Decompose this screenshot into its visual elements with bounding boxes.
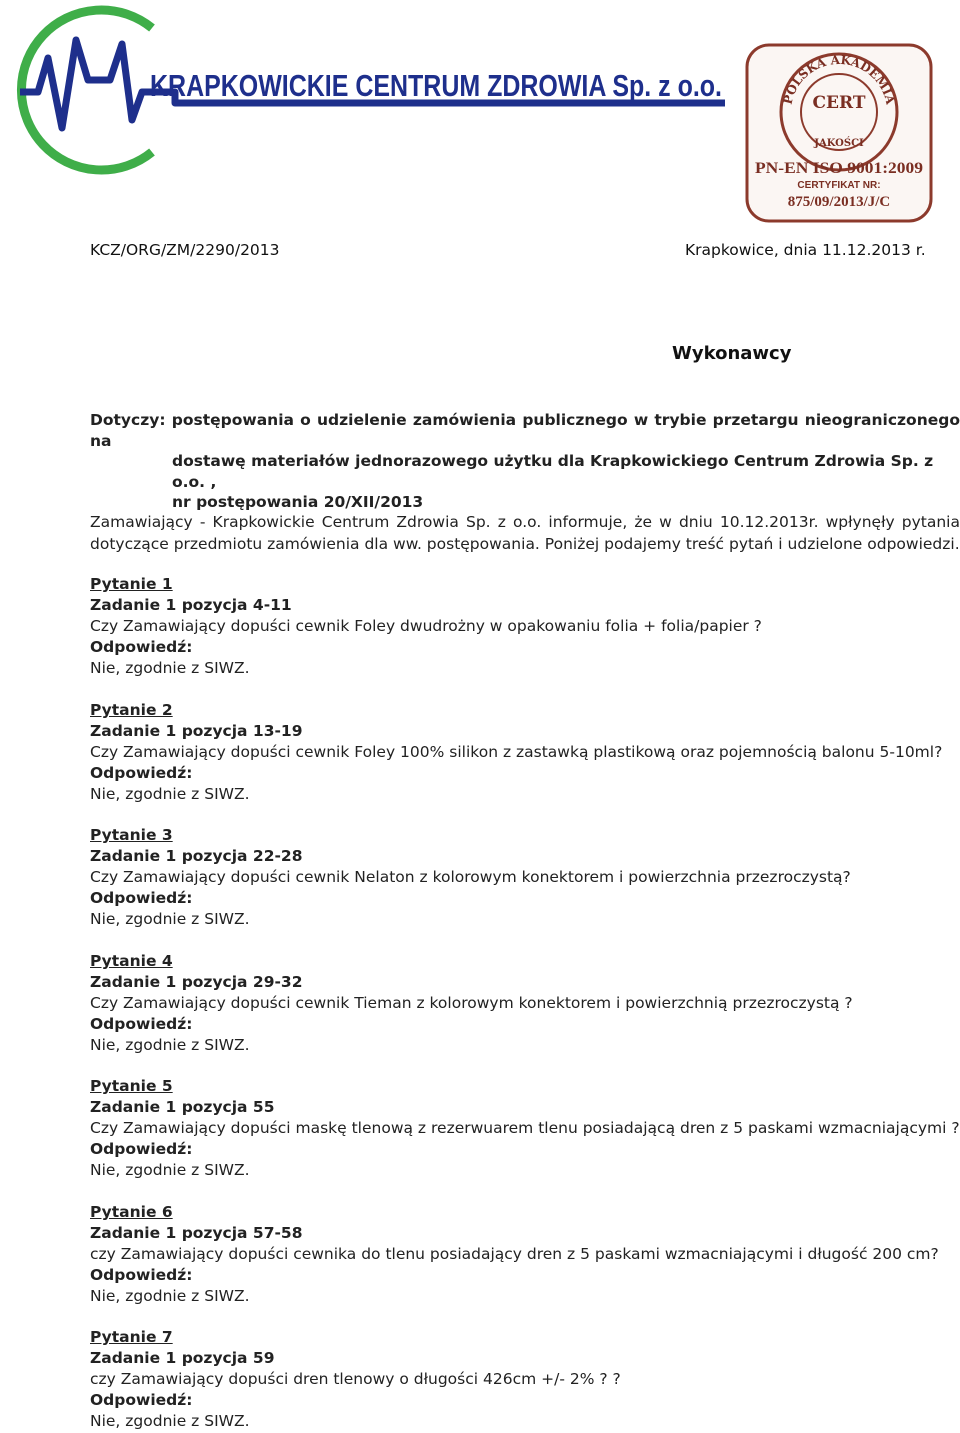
question-block <box>90 951 950 1056</box>
answer-label: Odpowiedź: <box>90 638 193 656</box>
subject-line-3: nr postępowania 20/XII/2013 <box>172 493 424 511</box>
question-task: Zadanie 1 pozycja 22-28 <box>90 847 303 865</box>
cert-sub: JAKOŚCI <box>814 138 864 149</box>
cert-arc-text: POLSKA AKADEMIA <box>780 52 898 106</box>
intro-paragraph: Zamawiający - Krapkowickie Centrum Zdrowia Sp. z o.o. informuje, że w dniu 10.12.2013r. wpłynęły pytania dotyczące przedmiotu zamówienia dla ww. postępowania. Poniżej podajemy treść pytań i udzielone odpowiedzi. <box>90 513 960 553</box>
subject-line-2: dostawę materiałów jednorazowego użytku dla Krapkowickiego Centrum Zdrowia Sp. z o.o. , <box>172 452 934 491</box>
iso-certificate-badge <box>744 42 934 224</box>
question-task: Zadanie 1 pozycja 59 <box>90 1349 275 1367</box>
question-text: Czy Zamawiający dopuści cewnik Tieman z kolorowym konektorem i powierzchnią przezroczystą ? <box>90 994 853 1012</box>
question-task: Zadanie 1 pozycja 4-11 <box>90 596 292 614</box>
question-block <box>90 700 950 805</box>
recipient-heading: Wykonawcy <box>672 343 792 364</box>
question-task: Zadanie 1 pozycja 29-32 <box>90 973 303 991</box>
answer-label: Odpowiedź: <box>90 764 193 782</box>
answer-text: Nie, zgodnie z SIWZ. <box>90 659 250 677</box>
question-text: Czy Zamawiający dopuści cewnik Nelaton z kolorowym konektorem i powierzchnia przezroczystą? <box>90 868 851 886</box>
question-title: Pytanie 1 <box>90 575 173 593</box>
question-block <box>90 1327 950 1432</box>
question-task: Zadanie 1 pozycja 55 <box>90 1098 275 1116</box>
cert-title: CERT <box>812 93 866 113</box>
subject-label: Dotyczy: <box>90 411 166 429</box>
subject-block <box>90 410 960 513</box>
company-name: KRAPKOWICKIE CENTRUM ZDROWIA Sp. z o.o. <box>150 68 722 103</box>
question-title: Pytanie 7 <box>90 1328 173 1346</box>
answer-text: Nie, zgodnie z SIWZ. <box>90 1161 250 1179</box>
company-logo <box>0 0 740 180</box>
question-title: Pytanie 3 <box>90 826 173 844</box>
question-title: Pytanie 6 <box>90 1203 173 1221</box>
question-task: Zadanie 1 pozycja 13-19 <box>90 722 303 740</box>
answer-text: Nie, zgodnie z SIWZ. <box>90 1036 250 1054</box>
question-title: Pytanie 5 <box>90 1077 173 1095</box>
question-title: Pytanie 2 <box>90 701 173 719</box>
question-block <box>90 1202 950 1307</box>
question-task: Zadanie 1 pozycja 57-58 <box>90 1224 303 1242</box>
answer-text: Nie, zgodnie z SIWZ. <box>90 910 250 928</box>
answer-text: Nie, zgodnie z SIWZ. <box>90 1287 250 1305</box>
answer-text: Nie, zgodnie z SIWZ. <box>90 785 250 803</box>
question-block <box>90 825 950 930</box>
subject-line-1: postępowania o udzielenie zamówienia publicznego w trybie przetargu nieograniczonego na <box>90 411 960 450</box>
answer-label: Odpowiedź: <box>90 889 193 907</box>
cert-label: CERTYFIKAT NR: <box>797 180 881 191</box>
answer-label: Odpowiedź: <box>90 1140 193 1158</box>
question-block <box>90 1076 960 1181</box>
question-text: Czy Zamawiający dopuści maskę tlenową z rezerwuarem tlenu posiadającą dren z 5 paskami wzmacniającymi ? <box>90 1119 960 1137</box>
question-text: Czy Zamawiający dopuści cewnik Foley dwudrożny w opakowaniu folia + folia/papier ? <box>90 617 762 635</box>
question-text: czy Zamawiający dopuści dren tlenowy o długości 426cm +/- 2% ? ? <box>90 1370 621 1388</box>
cert-standard: PN-EN ISO 9001:2009 <box>755 160 923 177</box>
answer-label: Odpowiedź: <box>90 1266 193 1284</box>
reference-number: KCZ/ORG/ZM/2290/2013 <box>90 241 280 259</box>
answer-label: Odpowiedź: <box>90 1391 193 1409</box>
answer-text: Nie, zgodnie z SIWZ. <box>90 1412 250 1430</box>
question-text: Czy Zamawiający dopuści cewnik Foley 100% silikon z zastawką plastikową oraz pojemnością balonu 5-10ml? <box>90 743 943 761</box>
question-block <box>90 574 950 679</box>
answer-label: Odpowiedź: <box>90 1015 193 1033</box>
cert-number: 875/09/2013/J/C <box>787 194 891 210</box>
question-text: czy Zamawiający dopuści cewnika do tlenu posiadający dren z 5 paskami wzmacniającymi i długość 200 cm? <box>90 1245 939 1263</box>
question-title: Pytanie 4 <box>90 952 173 970</box>
place-date: Krapkowice, dnia 11.12.2013 r. <box>685 241 926 259</box>
